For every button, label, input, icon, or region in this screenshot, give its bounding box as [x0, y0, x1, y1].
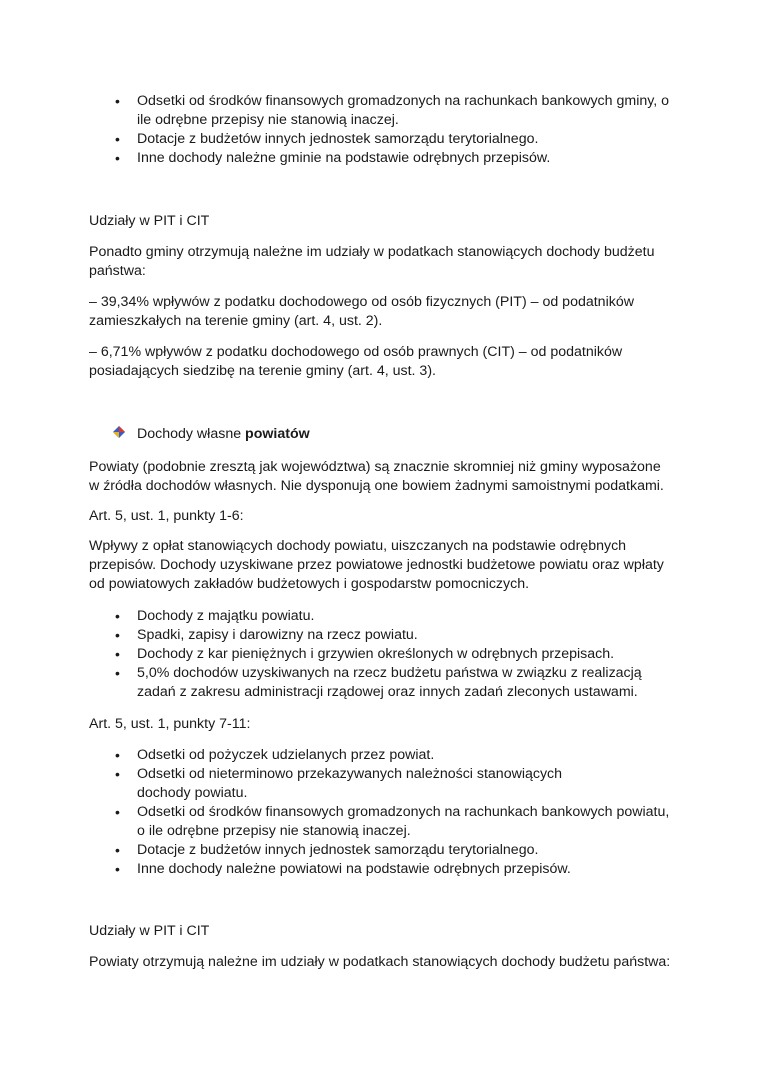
paragraph: – 39,34% wpływów z podatku dochodowego od osób fizycznych (PIT) – od podatników zamieszkałych na terenie gminy (art. 4, ust. 2).: [89, 294, 634, 329]
list-item: • Odsetki od środków finansowych gromadzonych na rachunkach bankowych powiatu, o ile odrębne przepisy nie stanowią inaczej.: [137, 803, 677, 841]
list-item: • Inne dochody należne gminie na podstawie odrębnych przepisów.: [137, 149, 677, 168]
paragraph: – 6,71% wpływów z podatku dochodowego od osób prawnych (CIT) – od podatników posiadających siedzibę na terenie gminy (art. 4, ust. 3).: [89, 344, 623, 379]
list-item: • Spadki, zapisy i darowizny na rzecz powiatu.: [137, 626, 677, 645]
list-item: • Inne dochody należne powiatowi na podstawie odrębnych przepisów.: [137, 860, 677, 879]
list-item: • Odsetki od pożyczek udzielanych przez powiat.: [137, 746, 677, 765]
list-item: • Odsetki od środków finansowych gromadzonych na rachunkach bankowych gminy, o ile odrębne przepisy nie stanowią inaczej.: [137, 92, 677, 130]
article-reference: Art. 5, ust. 1, punkty 1-6:: [89, 508, 244, 524]
list-item: • Dochody z kar pieniężnych i grzywien określonych w odrębnych przepisach.: [137, 645, 677, 664]
list-item: • Odsetki od nieterminowo przekazywanych należności stanowiących dochody powiatu.: [137, 765, 607, 803]
section-heading: Udziały w PIT i CIT: [89, 923, 210, 939]
bullet-arrow-icon: [112, 425, 126, 439]
paragraph: Powiaty (podobnie zresztą jak województwa) są znacznie skromniej niż gminy wyposażone w źródła dochodów własnych. Nie dysponują one bowiem żadnymi samoistnymi podatkami.: [89, 459, 664, 494]
article-reference: Art. 5, ust. 1, punkty 7-11:: [89, 716, 251, 732]
paragraph: Wpływy z opłat stanowiących dochody powiatu, uiszczanych na podstawie odrębnych przepisów. Dochody uzyskiwane przez powiatowe jednostki budżetowe powiatu oraz wpłaty od powiatowych zakładów budżetowych i gospodarstw pomocniczych.: [89, 538, 664, 592]
list-item: • Dochody z majątku powiatu.: [137, 607, 677, 626]
list-item: • 5,0% dochodów uzyskiwanych na rzecz budżetu państwa w związku z realizacją zadań z zakresu administracji rządowej oraz innych zadań zleconych ustawami.: [137, 664, 677, 702]
list-item: • Dotacje z budżetów innych jednostek samorządu terytorialnego.: [137, 130, 677, 149]
section-heading: Udziały w PIT i CIT: [89, 213, 210, 229]
paragraph: Ponadto gminy otrzymują należne im udziały w podatkach stanowiących dochody budżetu państwa:: [89, 244, 655, 279]
paragraph: Powiaty otrzymują należne im udziały w podatkach stanowiących dochody budżetu państwa:: [89, 954, 671, 970]
list-item: • Dotacje z budżetów innych jednostek samorządu terytorialnego.: [137, 841, 677, 860]
section-heading-powiaty: Dochody własne powiatów: [137, 426, 310, 442]
